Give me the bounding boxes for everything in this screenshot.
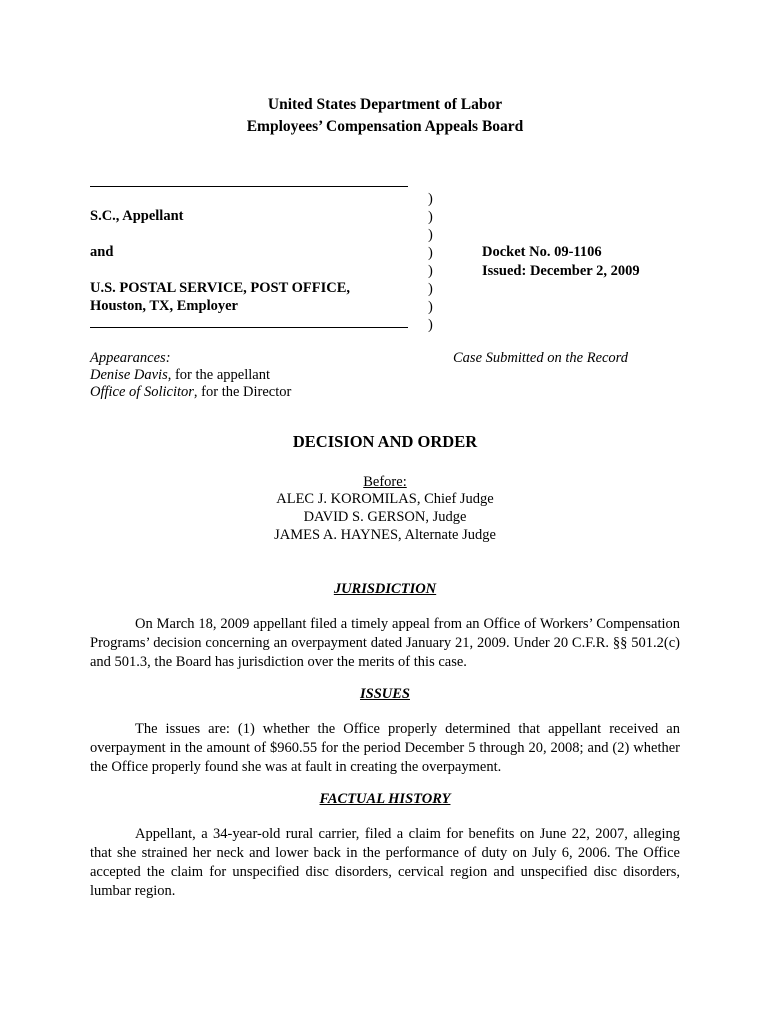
- appellant-rep-name: Denise Davis: [90, 367, 168, 383]
- caption-paren: ): [428, 209, 433, 225]
- caption-paren: ): [428, 227, 433, 243]
- jurisdiction-paragraph: On March 18, 2009 appellant filed a timely appeal from an Office of Workers’ Compensation Programs’ decision concerning an overpayment dated January 21, 2009. Under 20 C.F.R. §§ 501.2(c) and 501.3, the Board has jurisdiction over the merits of this case.: [90, 616, 680, 670]
- decision-title: DECISION AND ORDER: [292, 432, 478, 451]
- judge-line: DAVID S. GERSON, Judge: [303, 509, 467, 525]
- caption-paren: ): [428, 317, 433, 333]
- caption-top-rule: [90, 186, 408, 187]
- employer-line-2: Houston, TX, Employer: [90, 298, 238, 314]
- caption-paren: ): [428, 281, 433, 297]
- caption-bottom-rule: [90, 327, 408, 328]
- jurisdiction-heading: JURISDICTION: [333, 581, 437, 597]
- caption-paren: ): [428, 263, 433, 279]
- director-representative: [90, 383, 291, 402]
- issues-paragraph: The issues are: (1) whether the Office properly determined that appellant received an overpayment in the amount of $960.55 for the period December 5 through 20, 2008; and (2) whether the Office properly found she was at fault in creating the overpayment.: [90, 721, 680, 775]
- director-rep-name: Office of Solicitor: [90, 384, 194, 400]
- caption-paren: ): [428, 299, 433, 315]
- caption-and: and: [90, 244, 114, 260]
- employer-line-1: U.S. POSTAL SERVICE, POST OFFICE,: [90, 280, 351, 296]
- issued-date: Issued: December 2, 2009: [482, 263, 640, 279]
- appearances-label: Appearances:: [90, 350, 171, 366]
- factual-history-paragraph: Appellant, a 34-year-old rural carrier, filed a claim for benefits on June 22, 2007, alleging that she strained her neck and lower back in the performance of duty on July 6, 2006. The Office accepted the claim for unspecified disc disorders, cervical region and unspecified disc disorders, lumbar region.: [90, 826, 680, 899]
- director-rep-role: , for the Director: [193, 384, 292, 400]
- board-name: Employees’ Compensation Appeals Board: [246, 118, 524, 135]
- caption-paren: ): [428, 191, 433, 207]
- judge-line: ALEC J. KOROMILAS, Chief Judge: [276, 491, 494, 507]
- docket-number: Docket No. 09-1106: [482, 244, 602, 260]
- case-submitted-note: Case Submitted on the Record: [453, 350, 629, 366]
- appellant-rep-role: , for the appellant: [167, 367, 270, 383]
- agency-name: United States Department of Labor: [267, 96, 503, 113]
- caption-paren: ): [428, 245, 433, 261]
- factual-history-heading: FACTUAL HISTORY: [319, 791, 451, 807]
- issues-heading: ISSUES: [360, 686, 410, 702]
- appellant-name: S.C., Appellant: [90, 208, 184, 224]
- before-label-text: Before:: [363, 474, 407, 490]
- judge-line: JAMES A. HAYNES, Alternate Judge: [274, 527, 496, 543]
